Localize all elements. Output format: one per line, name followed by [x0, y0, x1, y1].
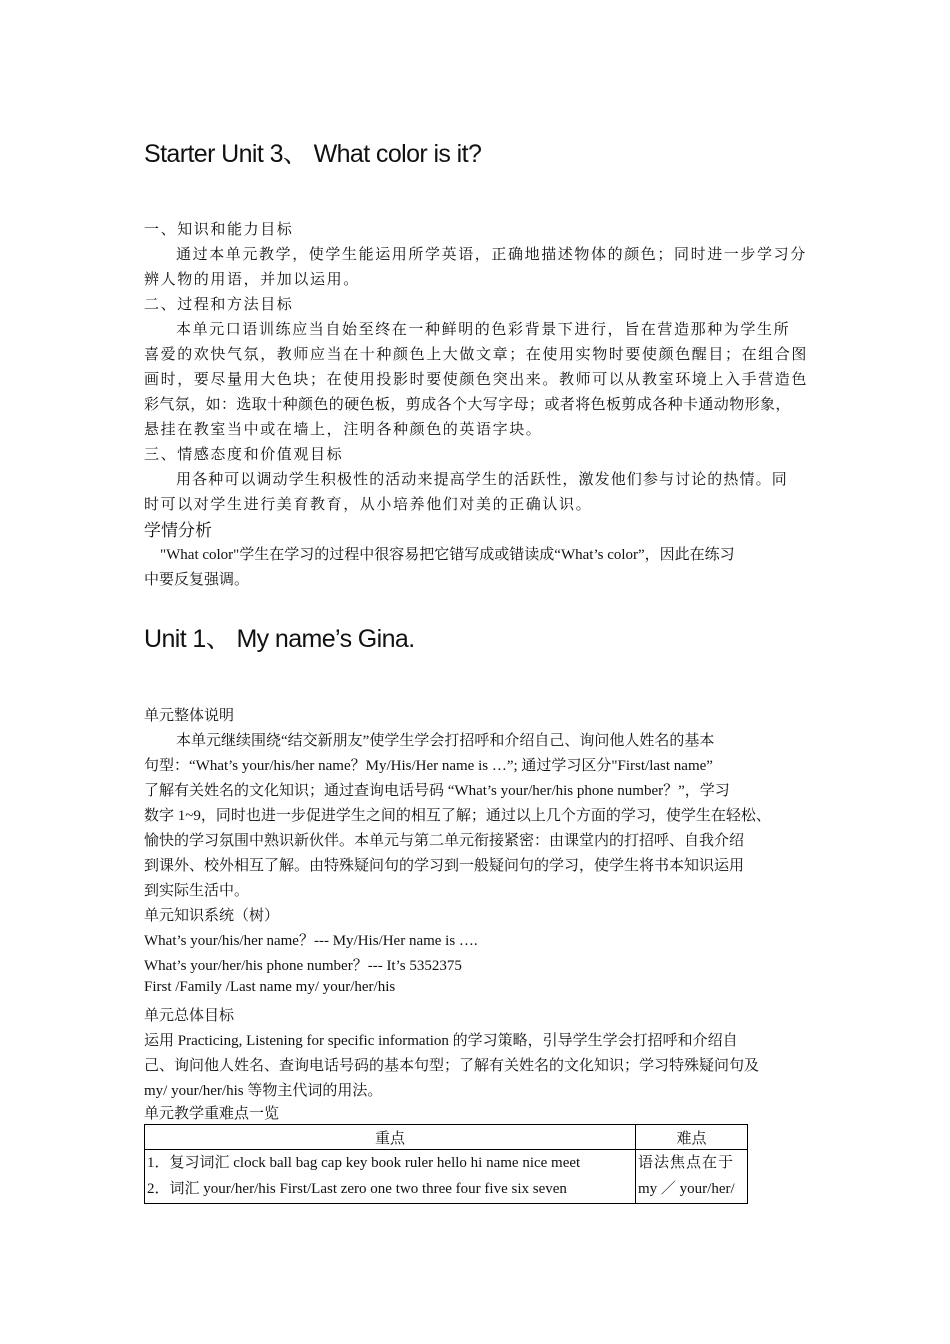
paragraph-line: 彩气氛，如：选取十种颜色的硬色板，剪成各个大写字母；或者将色板剪成各种卡通动物形象， [144, 397, 791, 413]
paragraph-line: 本单元口语训练应当自始至终在一种鲜明的色彩背景下进行，旨在营造那种为学生所 [176, 322, 791, 338]
unit1-title: Unit 1、 My name’s Gina. [144, 625, 415, 653]
knowledge-line: First /Family /Last name my/ your/her/his [144, 979, 396, 995]
unit3-title: Starter Unit 3、 What color is it? [144, 140, 482, 168]
paragraph-line: my/ your/her/his 等物主代词的用法。 [144, 1083, 383, 1099]
paragraph-line: 到课外、校外相互了解。由特殊疑问句的学习到一般疑问句的学习，使学生将书本知识运用 [144, 858, 745, 874]
paragraph-line: 愉快的学习氛围中熟识新伙伴。本单元与第二单元衔接紧密：由课堂内的打招呼、自我介绍 [144, 833, 745, 849]
table-header-row [145, 1125, 748, 1150]
paragraph-line: 时可以对学生进行美育教育，从小培养他们对美的正确认识。 [144, 497, 593, 513]
paragraph-line: 了解有关姓名的文化知识；通过查询电话号码 “What’s your/her/his phone number？”，学习 [144, 783, 730, 799]
paragraph-line: 悬挂在教室当中或在墙上，注明各种颜色的英语字块。 [144, 422, 543, 438]
analysis-heading: 学情分析 [144, 521, 212, 540]
paragraph-line: 通过本单元教学，使学生能运用所学英语，正确地描述物体的颜色；同时进一步学习分 [176, 247, 807, 263]
difficulty-line: 语法焦点在于 [638, 1155, 735, 1171]
paragraph-line: 辨人物的用语，并加以运用。 [144, 272, 360, 288]
table-row [145, 1150, 748, 1204]
table-heading: 单元教学重难点一览 [144, 1106, 280, 1122]
section-heading-attitude: 三、情感态度和价值观目标 [144, 447, 344, 463]
difficulty-line: my ／ your/her/ [638, 1181, 735, 1197]
paragraph-line: 喜爱的欢快气氛，教师应当在十种颜色上大做文章；在使用实物时要使颜色醒目；在组合图 [144, 347, 808, 363]
knowledge-line: What’s your/her/his phone number？--- It’s 5352375 [144, 958, 462, 974]
section-heading-goals: 单元总体目标 [144, 1008, 235, 1024]
column-header-difficulties: 难点 [636, 1125, 748, 1150]
column-header-key-points: 重点 [145, 1125, 636, 1150]
paragraph-line: 中要反复强调。 [144, 572, 250, 588]
paragraph-line: 句型：“What’s your/his/her name？My/His/Her name is …”; 通过学习区分"First/last name” [144, 758, 713, 774]
key-point-line: 1．复习词汇 clock ball bag cap key book ruler hello hi name nice meet [147, 1155, 581, 1171]
section-heading-process: 二、过程和方法目标 [144, 297, 294, 313]
paragraph-line: 用各种可以调动学生积极性的活动来提高学生的活跃性，激发他们参与讨论的热情。同 [176, 472, 788, 488]
paragraph-line: 到实际生活中。 [144, 883, 250, 899]
section-heading-overview: 单元整体说明 [144, 708, 235, 724]
difficulties-cell [636, 1150, 748, 1204]
paragraph-line: "What color"学生在学习的过程中很容易把它错写成或错读成“What’s color”，因此在练习 [160, 547, 735, 563]
section-heading-knowledge: 一、知识和能力目标 [144, 222, 294, 238]
section-heading-knowledge-tree: 单元知识系统（树） [144, 908, 280, 924]
paragraph-line: 己、询问他人姓名、查询电话号码的基本句型；了解有关姓名的文化知识；学习特殊疑问句及 [144, 1058, 760, 1074]
key-points-cell [145, 1150, 636, 1204]
paragraph-line: 运用 Practicing, Listening for specific information 的学习策略，引导学生学会打招呼和介绍自 [144, 1033, 738, 1049]
key-point-line: 2．词汇 your/her/his First/Last zero one two three four five six seven [147, 1181, 567, 1197]
paragraph-line: 数字 1~9，同时也进一步促进学生之间的相互了解；通过以上几个方面的学习，使学生在轻松、 [144, 808, 771, 824]
knowledge-line: What’s your/his/her name？--- My/His/Her name is …. [144, 933, 478, 949]
paragraph-line: 画时，要尽量用大色块；在使用投影时要使颜色突出来。教师可以从教室环境上入手营造色 [144, 372, 808, 388]
key-points-table [144, 1124, 748, 1204]
paragraph-line: 本单元继续围绕“结交新朋友”使学生学会打招呼和介绍自己、询问他人姓名的基本 [176, 733, 715, 749]
